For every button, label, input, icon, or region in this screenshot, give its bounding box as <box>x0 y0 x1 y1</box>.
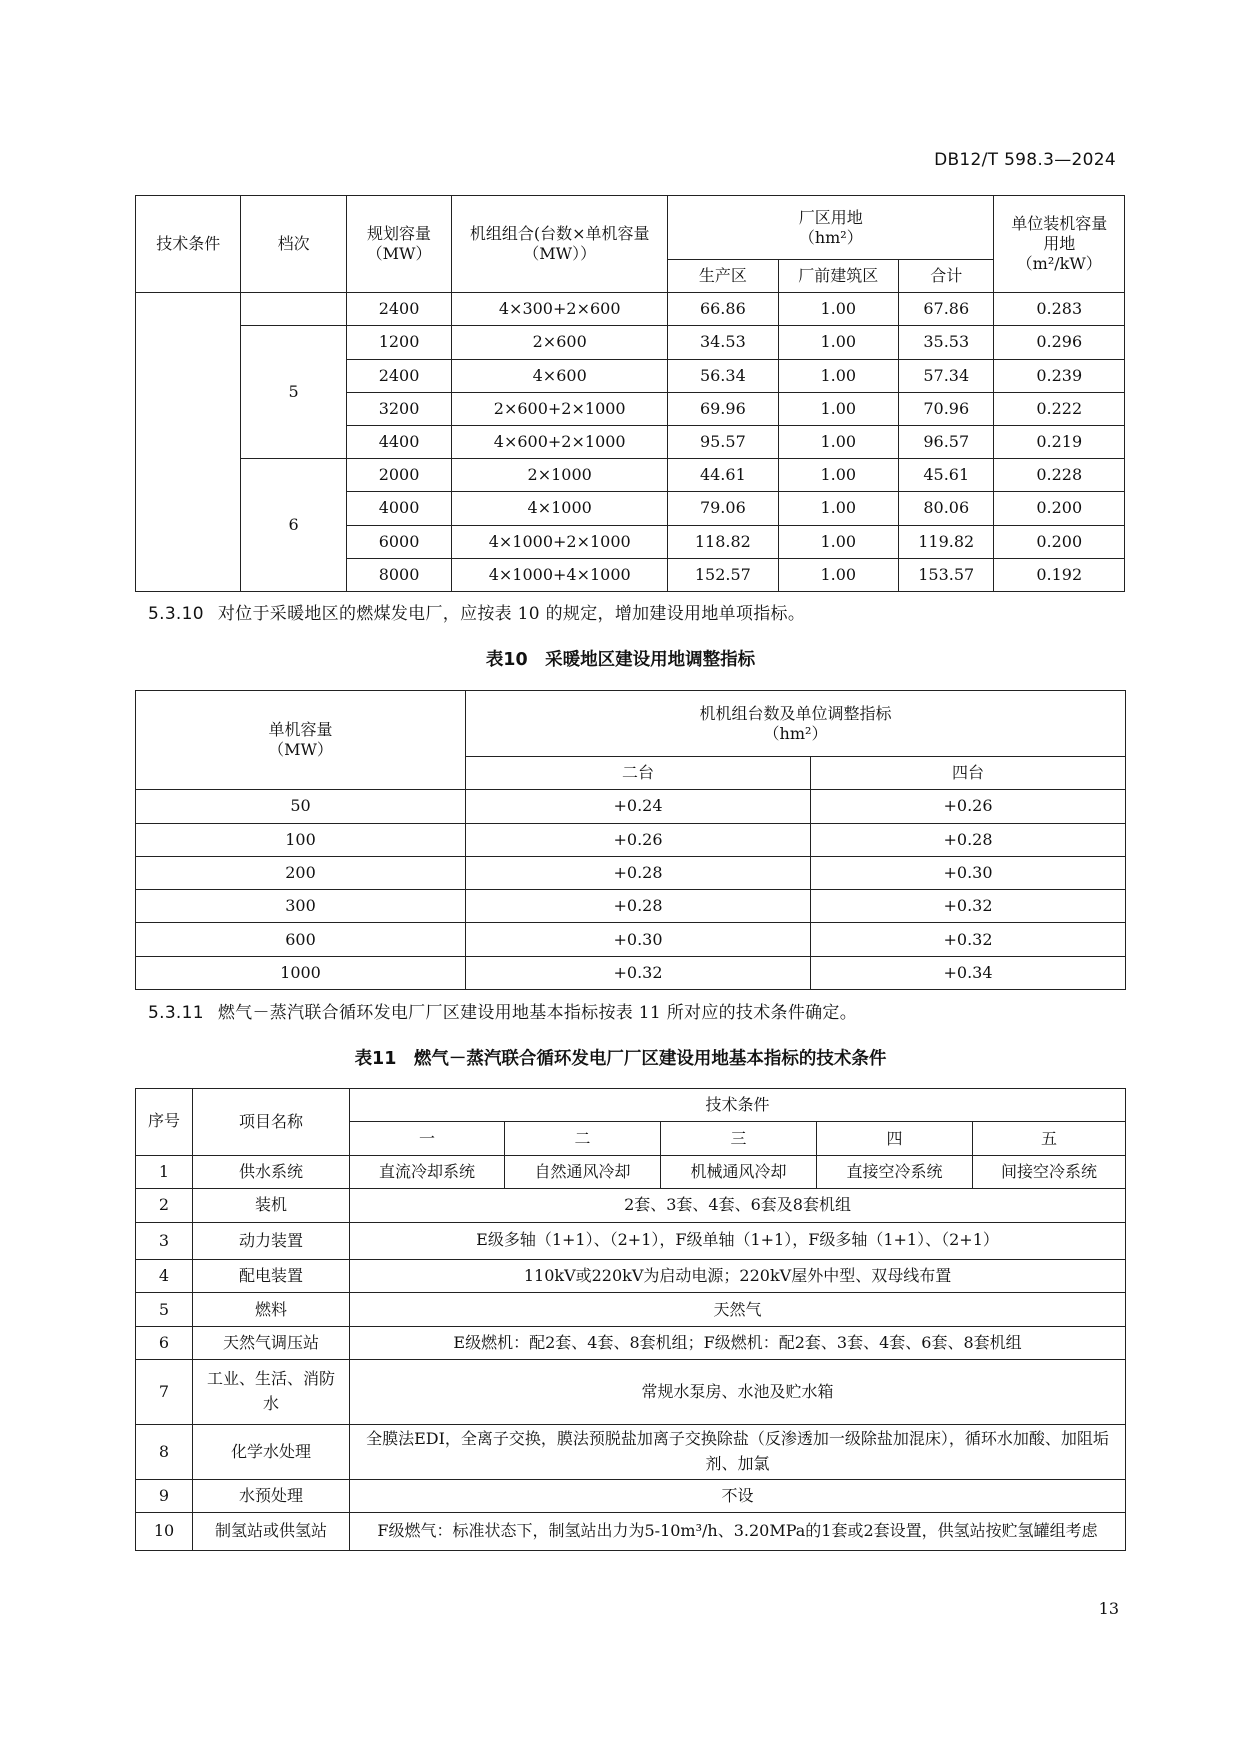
unit-area-cell: 0.200 <box>994 525 1125 558</box>
unit-area-cell: 0.222 <box>994 392 1125 425</box>
row-value: E级多轴（1+1）、（2+1），F级单轴（1+1），F级多轴（1+1）、（2+1） <box>350 1222 1126 1259</box>
unit-capacity-cell: 200 <box>136 856 466 889</box>
row-seq: 6 <box>136 1326 193 1359</box>
unit-combination-cell: 2×1000 <box>452 459 668 492</box>
front-building-area-cell: 1.00 <box>778 392 898 425</box>
two-units-cell: +0.24 <box>466 790 811 823</box>
land-use-table-continued <box>135 195 1125 592</box>
planned-capacity-cell: 2400 <box>346 359 451 392</box>
table-row <box>136 1293 1126 1326</box>
unit-area-cell: 0.200 <box>994 492 1125 525</box>
grade-cell: 5 <box>241 326 346 459</box>
header-plant-area: 厂区用地 （hm²） <box>668 196 994 260</box>
unit-combination-cell: 4×600+2×1000 <box>452 425 668 458</box>
header-production-area: 生产区 <box>668 260 778 293</box>
table-row <box>136 890 1126 923</box>
table10-caption: 表10 采暖地区建设用地调整指标 <box>485 650 756 670</box>
row-seq: 3 <box>136 1222 193 1259</box>
header-col-3: 三 <box>661 1122 817 1155</box>
planned-capacity-cell: 6000 <box>346 525 451 558</box>
row-name: 化学水处理 <box>193 1425 350 1480</box>
front-building-area-cell: 1.00 <box>778 425 898 458</box>
header-front-building-area: 厂前建筑区 <box>778 260 898 293</box>
header-item-name: 项目名称 <box>193 1089 350 1156</box>
front-building-area-cell: 1.00 <box>778 492 898 525</box>
total-area-cell: 45.61 <box>899 459 994 492</box>
header-four-units: 四台 <box>811 757 1126 790</box>
row-value: 间接空冷系统 <box>973 1155 1126 1188</box>
unit-capacity-cell: 100 <box>136 823 466 856</box>
clause-5-3-11 <box>148 998 857 1023</box>
row-value: 直流冷却系统 <box>350 1155 505 1188</box>
row-value: 不设 <box>350 1479 1126 1512</box>
production-area-cell: 34.53 <box>668 326 778 359</box>
row-value: 2套、3套、4套、6套及8套机组 <box>350 1189 1126 1222</box>
clause-5-3-10 <box>148 599 805 624</box>
planned-capacity-cell: 2000 <box>346 459 451 492</box>
unit-combination-cell: 4×300+2×600 <box>452 293 668 326</box>
row-name: 水预处理 <box>193 1479 350 1512</box>
header-col-1: 一 <box>350 1122 505 1155</box>
two-units-cell: +0.32 <box>466 956 811 989</box>
total-area-cell: 70.96 <box>899 392 994 425</box>
row-name: 燃料 <box>193 1293 350 1326</box>
unit-combination-cell: 4×1000+4×1000 <box>452 558 668 591</box>
production-area-cell: 79.06 <box>668 492 778 525</box>
total-area-cell: 153.57 <box>899 558 994 591</box>
unit-area-cell: 0.192 <box>994 558 1125 591</box>
row-seq: 2 <box>136 1189 193 1222</box>
table11-caption: 表11 燃气－蒸汽联合循环发电厂厂区建设用地基本指标的技术条件 <box>354 1049 887 1069</box>
table-row <box>136 1155 1126 1188</box>
grade-cell: 6 <box>241 459 346 592</box>
four-units-cell: +0.34 <box>811 956 1126 989</box>
table-row <box>136 1425 1126 1480</box>
two-units-cell: +0.28 <box>466 890 811 923</box>
production-area-cell: 69.96 <box>668 392 778 425</box>
table-row <box>136 1479 1126 1512</box>
table-row <box>136 1189 1126 1222</box>
header-tech-conditions: 技术条件 <box>136 196 241 293</box>
header-adjustment-index: 机机组台数及单位调整指标 （hm²） <box>466 691 1126 757</box>
header-col-5: 五 <box>973 1122 1126 1155</box>
header-total: 合计 <box>899 260 994 293</box>
production-area-cell: 118.82 <box>668 525 778 558</box>
row-name: 装机 <box>193 1189 350 1222</box>
total-area-cell: 119.82 <box>899 525 994 558</box>
row-name: 配电装置 <box>193 1259 350 1292</box>
four-units-cell: +0.28 <box>811 823 1126 856</box>
planned-capacity-cell: 8000 <box>346 558 451 591</box>
front-building-area-cell: 1.00 <box>778 525 898 558</box>
unit-capacity-cell: 600 <box>136 923 466 956</box>
row-seq: 5 <box>136 1293 193 1326</box>
total-area-cell: 57.34 <box>899 359 994 392</box>
header-seq: 序号 <box>136 1089 193 1156</box>
production-area-cell: 66.86 <box>668 293 778 326</box>
front-building-area-cell: 1.00 <box>778 459 898 492</box>
total-area-cell: 96.57 <box>899 425 994 458</box>
tech-conditions-cell <box>136 293 241 592</box>
header-unit-capacity: 单机容量 （MW） <box>136 691 466 790</box>
table-row <box>136 459 1125 492</box>
production-area-cell: 44.61 <box>668 459 778 492</box>
header-planned-capacity: 规划容量 （MW） <box>346 196 451 293</box>
header-unit-combination: 机组组合(台数×单机容量（MW）） <box>452 196 668 293</box>
document-id: DB12/T 598.3—2024 <box>934 150 1116 170</box>
four-units-cell: +0.32 <box>811 923 1126 956</box>
row-seq: 7 <box>136 1360 193 1425</box>
clause-number: 5.3.11 <box>148 1003 204 1023</box>
row-value: E级燃机：配2套、4套、8套机组；F级燃机：配2套、3套、4套、6套、8套机组 <box>350 1326 1126 1359</box>
unit-combination-cell: 4×1000 <box>452 492 668 525</box>
row-value: 常规水泵房、水池及贮水箱 <box>350 1360 1126 1425</box>
production-area-cell: 56.34 <box>668 359 778 392</box>
heating-area-adjustment-table <box>135 690 1126 990</box>
header-two-units: 二台 <box>466 757 811 790</box>
row-value: 全膜法EDI，全离子交换，膜法预脱盐加离子交换除盐（反渗透加一级除盐加混床），循环水加酸、加阻垢剂、加氯 <box>350 1425 1126 1480</box>
two-units-cell: +0.28 <box>466 856 811 889</box>
planned-capacity-cell: 4000 <box>346 492 451 525</box>
two-units-cell: +0.30 <box>466 923 811 956</box>
row-seq: 4 <box>136 1259 193 1292</box>
table-row <box>136 1222 1126 1259</box>
table-row <box>136 956 1126 989</box>
table-row <box>136 923 1126 956</box>
row-seq: 1 <box>136 1155 193 1188</box>
unit-combination-cell: 2×600+2×1000 <box>452 392 668 425</box>
table-row <box>136 823 1126 856</box>
table-row <box>136 856 1126 889</box>
clause-text: 对位于采暖地区的燃煤发电厂，应按表 10 的规定，增加建设用地单项指标。 <box>217 604 806 624</box>
unit-combination-cell: 2×600 <box>452 326 668 359</box>
planned-capacity-cell: 3200 <box>346 392 451 425</box>
header-unit-area: 单位装机容量用地 （m²/kW） <box>994 196 1125 293</box>
unit-area-cell: 0.296 <box>994 326 1125 359</box>
unit-area-cell: 0.219 <box>994 425 1125 458</box>
four-units-cell: +0.32 <box>811 890 1126 923</box>
table-row <box>136 1360 1126 1425</box>
unit-area-cell: 0.239 <box>994 359 1125 392</box>
row-value: 天然气 <box>350 1293 1126 1326</box>
unit-capacity-cell: 300 <box>136 890 466 923</box>
table-row <box>136 790 1126 823</box>
table-row <box>136 1513 1126 1550</box>
total-area-cell: 67.86 <box>899 293 994 326</box>
page-number: 13 <box>1098 1599 1119 1618</box>
header-grade: 档次 <box>241 196 346 293</box>
production-area-cell: 95.57 <box>668 425 778 458</box>
two-units-cell: +0.26 <box>466 823 811 856</box>
planned-capacity-cell: 1200 <box>346 326 451 359</box>
front-building-area-cell: 1.00 <box>778 293 898 326</box>
row-name: 天然气调压站 <box>193 1326 350 1359</box>
total-area-cell: 35.53 <box>899 326 994 359</box>
total-area-cell: 80.06 <box>899 492 994 525</box>
row-seq: 10 <box>136 1513 193 1550</box>
row-value: 110kV或220kV为启动电源；220kV屋外中型、双母线布置 <box>350 1259 1126 1292</box>
row-name: 供水系统 <box>193 1155 350 1188</box>
row-seq: 8 <box>136 1425 193 1480</box>
row-value: F级燃气：标准状态下，制氢站出力为5-10m³/h、3.20MPa的1套或2套设置，供氢站按贮氢罐组考虑 <box>350 1513 1126 1550</box>
unit-combination-cell: 4×600 <box>452 359 668 392</box>
front-building-area-cell: 1.00 <box>778 326 898 359</box>
table-row <box>136 1259 1126 1292</box>
four-units-cell: +0.26 <box>811 790 1126 823</box>
unit-area-cell: 0.228 <box>994 459 1125 492</box>
header-tech-conditions: 技术条件 <box>350 1089 1126 1122</box>
planned-capacity-cell: 4400 <box>346 425 451 458</box>
unit-capacity-cell: 1000 <box>136 956 466 989</box>
table-row <box>136 326 1125 359</box>
row-seq: 9 <box>136 1479 193 1512</box>
row-name: 工业、生活、消防水 <box>193 1360 350 1425</box>
grade-cell <box>241 293 346 326</box>
row-value: 直接空冷系统 <box>817 1155 973 1188</box>
front-building-area-cell: 1.00 <box>778 359 898 392</box>
unit-capacity-cell: 50 <box>136 790 466 823</box>
planned-capacity-cell: 2400 <box>346 293 451 326</box>
unit-combination-cell: 4×1000+2×1000 <box>452 525 668 558</box>
production-area-cell: 152.57 <box>668 558 778 591</box>
unit-area-cell: 0.283 <box>994 293 1125 326</box>
gas-steam-tech-conditions-table <box>135 1088 1126 1551</box>
table-row <box>136 293 1125 326</box>
row-name: 制氢站或供氢站 <box>193 1513 350 1550</box>
row-value: 机械通风冷却 <box>661 1155 817 1188</box>
front-building-area-cell: 1.00 <box>778 558 898 591</box>
table-row <box>136 1326 1126 1359</box>
four-units-cell: +0.30 <box>811 856 1126 889</box>
clause-text: 燃气－蒸汽联合循环发电厂厂区建设用地基本指标按表 11 所对应的技术条件确定。 <box>217 1003 858 1023</box>
row-name: 动力装置 <box>193 1222 350 1259</box>
header-col-4: 四 <box>817 1122 973 1155</box>
header-col-2: 二 <box>505 1122 661 1155</box>
row-value: 自然通风冷却 <box>505 1155 661 1188</box>
clause-number: 5.3.10 <box>148 604 204 624</box>
